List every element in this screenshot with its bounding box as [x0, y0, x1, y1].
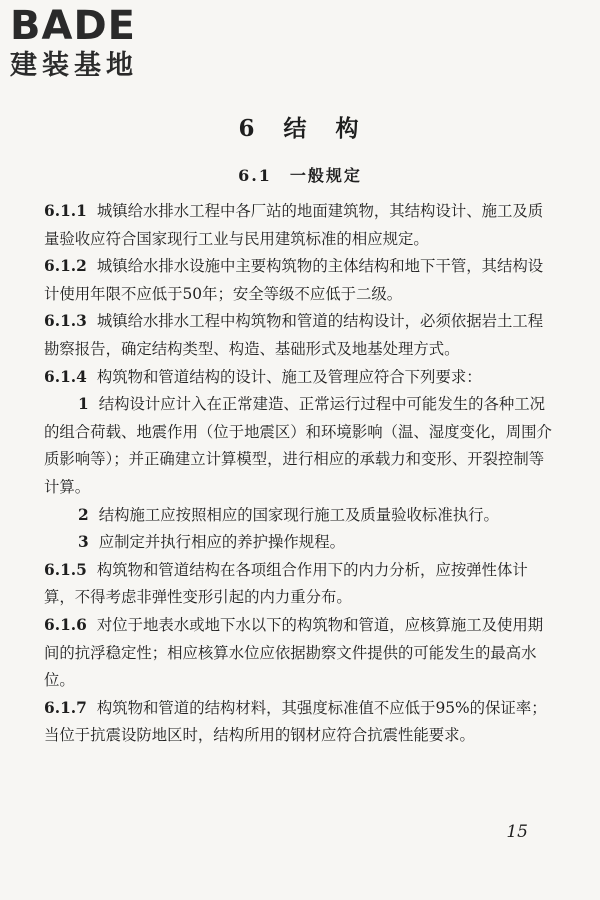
clause-6-1-1 — [44, 198, 558, 253]
clause-number: 6.1.1 — [44, 202, 87, 220]
clause-text: 城镇给水排水设施中主要构筑物的主体结构和地下干管，其结构设计使用年限不应低于50年；安全等级不应低于二级。 — [44, 257, 544, 303]
logo-brand-en: BADE — [10, 3, 136, 49]
clause-number: 6.1.2 — [44, 257, 87, 276]
clause-6-1-2 — [44, 253, 558, 308]
section-name: 一般规定 — [289, 166, 362, 185]
clause-number: 6.1.4 — [44, 367, 87, 386]
clause-text: 对位于地表水或地下水以下的构筑物和管道，应核算施工及使用期间的抗浮稳定性；相应核算水位应依据勘察文件提供的可能发生的最高水位。 — [44, 615, 544, 690]
item-number: 2 — [78, 505, 89, 524]
clause-text: 构筑物和管道结构在各项组合作用下的内力分析，应按弹性体计算，不得考虑非弹性变形引起的内力重分布。 — [44, 560, 528, 607]
clause-number: 6.1.3 — [44, 312, 87, 331]
clause-text: 构筑物和管道结构的设计、施工及管理应符合下列要求： — [96, 367, 482, 386]
clause-item-2 — [44, 502, 558, 530]
section-title — [0, 163, 600, 186]
item-text: 结构设计应计入在正常建造、正常运行过程中可能发生的各种工况的组合荷载、地震作用（位于地震区）和环境影响（温、湿度变化，周围介质影响等）；并正确建立计算模型，进行相应的承载力和变形、开裂控制等计算。 — [44, 395, 552, 496]
chapter-name: 结 构 — [283, 115, 362, 142]
logo-brand-zh: 建装基地 — [10, 50, 138, 81]
logo — [10, 4, 180, 82]
clause-item-1 — [44, 391, 558, 501]
item-text: 结构施工应按照相应的国家现行施工及质量验收标准执行。 — [98, 505, 499, 524]
section-number: 6.1 — [238, 166, 272, 185]
page-number: 15 — [506, 822, 528, 842]
chapter-number: 6 — [238, 115, 258, 142]
clause-6-1-6 — [44, 612, 558, 695]
clause-6-1-4 — [44, 364, 558, 392]
clause-number: 6.1.5 — [44, 560, 87, 579]
clause-number: 6.1.6 — [44, 615, 87, 634]
item-text: 应制定并执行相应的养护操作规程。 — [98, 533, 345, 552]
item-number: 1 — [78, 395, 89, 414]
clause-6-1-7 — [44, 695, 558, 750]
clause-6-1-5 — [44, 557, 558, 612]
body-text — [44, 198, 558, 750]
clause-text: 城镇给水排水工程中构筑物和管道的结构设计，必须依据岩土工程勘察报告，确定结构类型、构造、基础形式及地基处理方式。 — [44, 312, 544, 358]
clause-text: 城镇给水排水工程中各厂站的地面建筑物，其结构设计、施工及质量验收应符合国家现行工业与民用建筑标准的相应规定。 — [44, 202, 544, 248]
clause-number: 6.1.7 — [44, 698, 87, 717]
clause-6-1-3 — [44, 308, 558, 363]
clause-text: 构筑物和管道的结构材料，其强度标准值不应低于95%的保证率；当位于抗震设防地区时，结构所用的钢材应符合抗震性能要求。 — [44, 698, 547, 745]
item-number: 3 — [78, 533, 89, 552]
chapter-title — [0, 110, 600, 143]
clause-item-3 — [44, 529, 558, 557]
